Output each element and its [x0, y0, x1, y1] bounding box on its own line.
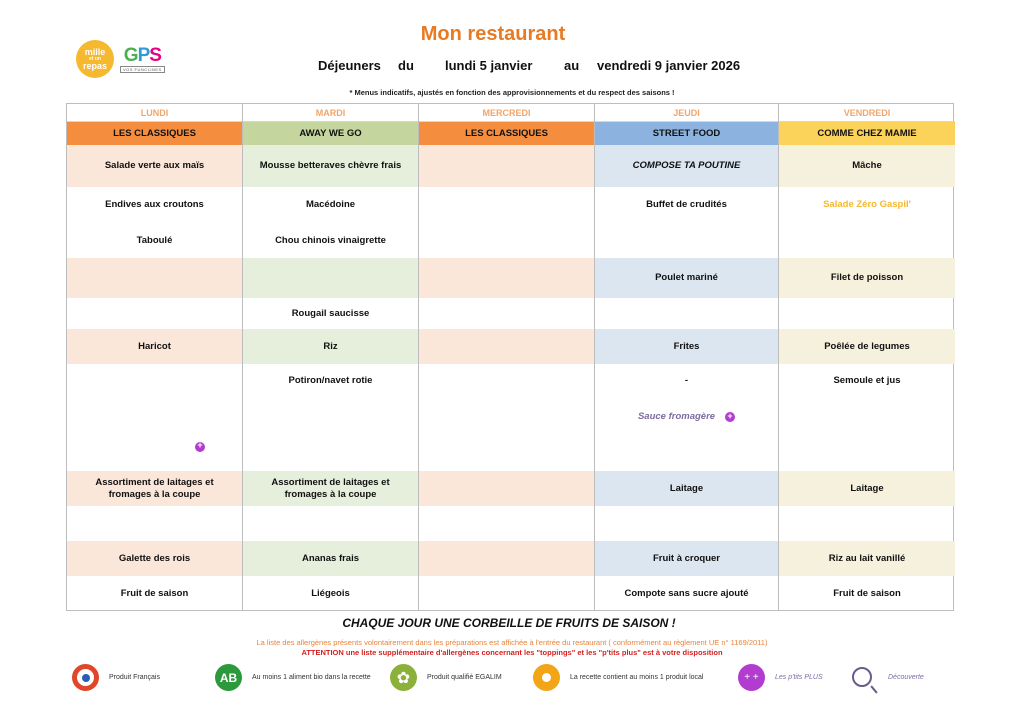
day-header: MERCREDI: [419, 104, 594, 122]
main-dish: [243, 258, 418, 298]
logo-text: repas: [82, 60, 108, 71]
main-dish: [419, 258, 594, 298]
dairy-item: Assortiment de laitages et fromages à la coupe: [95, 476, 214, 500]
dessert-item: Fruit à croquer: [652, 552, 721, 564]
day-column-jeudi: [595, 104, 779, 610]
legend-item-discovery: [852, 667, 924, 687]
dessert-item: [419, 576, 594, 612]
entree-item: Salade Zéro Gaspil': [823, 199, 911, 210]
main-dish: [595, 303, 778, 325]
legend-label: Découverte: [888, 673, 924, 681]
sauce-text: Sauce fromagère: [637, 411, 716, 422]
category-header: LES CLASSIQUES: [67, 122, 242, 145]
dairy-item: [67, 506, 242, 541]
fruit-basket-notice: [0, 616, 1024, 630]
main-dish: [779, 303, 955, 325]
dairy-item: [419, 506, 594, 541]
dairy-item: [419, 471, 594, 506]
ptits-plus-icon: + +: [738, 664, 765, 691]
side-dish: [67, 371, 242, 391]
entree-item: [595, 230, 778, 252]
french-flag-icon: [72, 664, 99, 691]
allergens-notice: La liste des allergènes présents volontairement dans les préparations est affichée à l'entrée du restaurant ( conformément au règlement UE n° 1169/2011): [256, 638, 768, 647]
side-dish: Poêlée de legumes: [824, 340, 910, 352]
category-header: LES CLASSIQUES: [419, 122, 594, 145]
discovery-icon: [852, 667, 872, 687]
main-dish: Poulet mariné: [655, 272, 718, 283]
entree-item: [419, 230, 594, 252]
category-header: STREET FOOD: [595, 122, 778, 145]
local-pin-icon: [533, 664, 560, 691]
disclaimer-note: [0, 88, 1024, 97]
entree-item: Taboulé: [136, 235, 173, 246]
fruit-basket-text: CHAQUE JOUR UNE CORBEILLE DE FRUITS DE SAISON !: [342, 616, 676, 630]
side-dish: Haricot: [138, 340, 171, 352]
day-header: LUNDI: [67, 104, 242, 122]
dessert-item: [419, 541, 594, 576]
day-header: VENDREDI: [779, 104, 955, 122]
ptits-plus-icon: [725, 412, 735, 422]
dates-du: du: [398, 58, 414, 73]
legend-label: La recette contient au moins 1 produit local: [570, 674, 704, 681]
entree-item: Endives aux croutons: [105, 199, 204, 210]
egalim-icon: [390, 664, 417, 691]
day-column-lundi: [67, 104, 243, 610]
side-dish: -: [684, 375, 689, 386]
dairy-item: [243, 506, 418, 541]
note-text: * Menus indicatifs, ajustés en fonction des approvisionnements et du respect des saisons !: [349, 88, 675, 97]
ptits-plus-icon: [195, 442, 205, 452]
dessert-item: Riz au lait vanillé: [828, 552, 906, 564]
gps-tagline: VOS FUNCLINES: [120, 66, 165, 73]
side-dish: Potiron/navet rotie: [288, 375, 373, 386]
main-dish: [67, 258, 242, 298]
day-header: JEUDI: [595, 104, 778, 122]
entree-item: Buffet de crudités: [646, 199, 727, 210]
dairy-item: Laitage: [850, 482, 884, 494]
legend: [70, 664, 950, 694]
entree-item: Macédoine: [305, 199, 356, 210]
main-dish: Filet de poisson: [830, 272, 904, 283]
dessert-item: Fruit de saison: [833, 588, 901, 599]
day-column-vendredi: [779, 104, 955, 610]
dates-end: vendredi 9 janvier 2026: [597, 58, 741, 73]
legend-label: Au moins 1 aliment bio dans la recette: [252, 674, 371, 681]
dates-au: au: [564, 58, 580, 73]
legend-label: Produit qualifié EGALIM: [427, 674, 502, 681]
entree-item: [419, 145, 594, 187]
day-column-mercredi: [419, 104, 595, 610]
main-dish: [419, 303, 594, 325]
legend-item-egalim: [390, 664, 502, 691]
entree-item: Chou chinois vinaigrette: [275, 235, 386, 246]
dates-prefix: Déjeuners: [318, 58, 381, 73]
entree-item: [419, 194, 594, 216]
side-dish: [419, 371, 594, 391]
dessert-item: Ananas frais: [301, 552, 360, 564]
side-dish: Semoule et jus: [833, 375, 901, 386]
entree-item: COMPOSE TA POUTINE: [632, 160, 741, 171]
title-text: Mon restaurant: [420, 23, 566, 45]
sauce-item: [595, 407, 778, 427]
legend-item-bio: [215, 664, 371, 691]
dairy-item: Laitage: [669, 482, 704, 494]
entree-item: Mâche: [852, 160, 882, 171]
side-dish: Riz: [323, 340, 338, 352]
dairy-item: Assortiment de laitages et fromages à la coupe: [271, 476, 390, 500]
gps-logo-text: GPS: [123, 44, 161, 66]
legend-label: Les p'tits PLUS: [775, 674, 823, 681]
organic-ab-icon: AB: [215, 664, 242, 691]
dessert-item: Compote sans sucre ajouté: [624, 588, 749, 599]
page-title: [0, 23, 1024, 46]
attention-notice: ATTENTION une liste supplémentaire d'allergènes concernant les "toppings" et les "p'tits plus" est à votre disposition: [301, 648, 723, 657]
dessert-item: Fruit de saison: [120, 588, 189, 599]
entree-item: [779, 230, 955, 252]
side-dish: [419, 329, 594, 364]
entree-item: Mousse betteraves chèvre frais: [259, 160, 402, 171]
main-dish: Rougail saucisse: [291, 308, 370, 319]
legend-item-local: [533, 664, 703, 691]
category-header: AWAY WE GO: [243, 122, 418, 145]
day-column-mardi: [243, 104, 419, 610]
legend-item-ptits-plus: [738, 664, 823, 691]
category-header: COMME CHEZ MAMIE: [779, 122, 955, 145]
main-dish: [67, 303, 242, 325]
legend-label: Produit Français: [109, 674, 160, 681]
dates-start: lundi 5 janvier: [445, 58, 533, 73]
dessert-item: Liégeois: [311, 588, 350, 599]
day-header: MARDI: [243, 104, 418, 122]
side-dish: Frites: [673, 340, 700, 352]
logo-text: et un: [89, 55, 101, 62]
weekly-menu-table: [66, 103, 954, 611]
logo-text: mille: [84, 46, 106, 57]
gps-logo: [120, 46, 165, 73]
entree-item: Salade verte aux maïs: [104, 160, 205, 171]
legend-item-french: [72, 664, 160, 691]
dessert-item: Galette des rois: [118, 552, 191, 564]
dairy-item: [779, 506, 955, 541]
dairy-item: [595, 506, 778, 541]
